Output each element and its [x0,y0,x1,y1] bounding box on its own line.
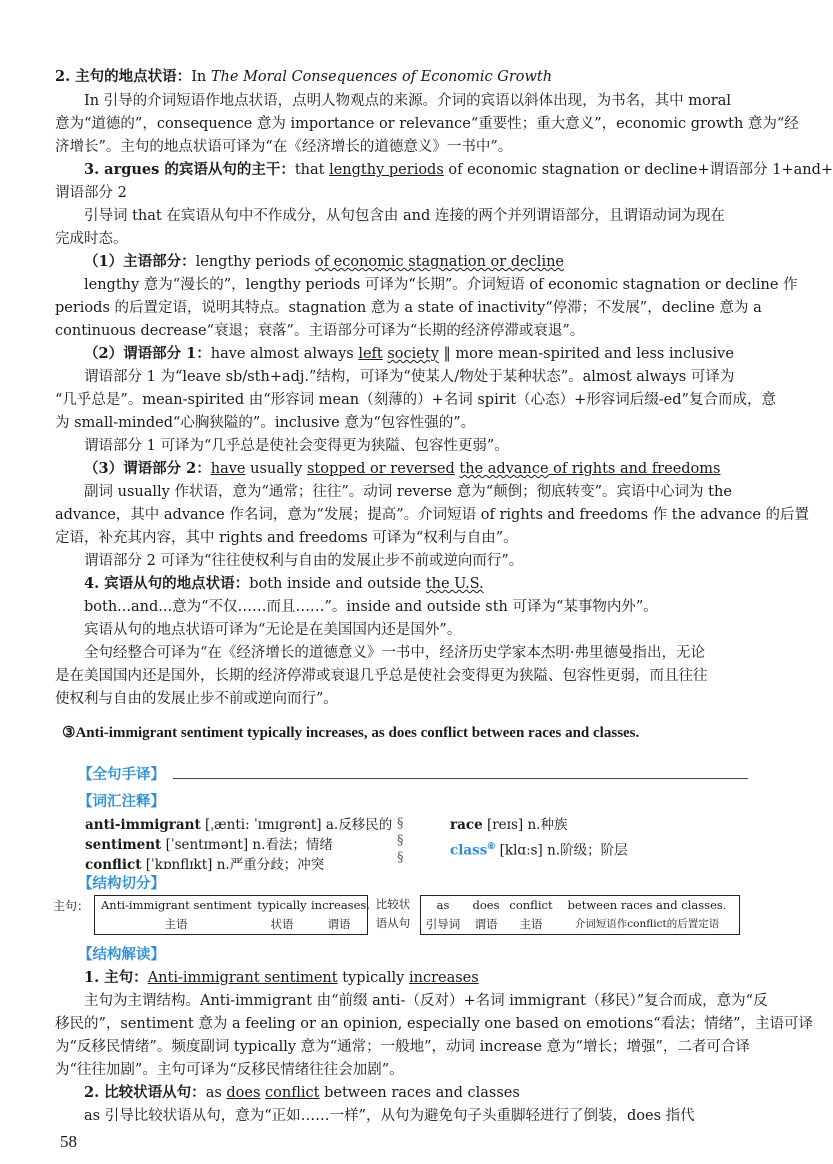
subpoint-2-heading: （2）谓语部分 1：have almost always left society ‖ more mean-spirited and less inclusive [84,345,734,362]
paragraph-line: periods 的后置定语，说明其特点。stagnation 意为 a state of inactivity“停滞；不发展”，decline 意为 a [55,300,762,316]
summary-line: 使权利与自由的发展止步不前或逆向而行”。 [55,691,338,707]
paragraph-line: 意为“道德的”，consequence 意为 importance or relevance“重要性；重大意义”，economic growth 意为“经 [55,116,799,132]
bridge-label: 比较状 语从句 [375,897,411,930]
paragraph-line: both...and...意为“不仅……而且……”。inside and outside sth 可译为“某事物内外”。 [84,599,658,615]
segment-role: 状语 [270,917,294,931]
page-number: 58 [60,1132,77,1151]
paragraph-line: 副词 usually 作状语，意为“通常；往往”。动词 reverse 意为“颠倒；彻底转变”。宾语中心词为 the [84,484,732,500]
subpoint-1-heading: （1）主语部分：lengthy periods of economic stagnation or decline [84,253,564,270]
segment-text: typically [257,898,307,912]
main-clause-label: 主句： [53,899,90,913]
analysis-2-heading: 2. 比较状语从句：as does conflict between races and classes [84,1084,520,1101]
paragraph-line: In 引导的介词短语作地点状语，点明人物观点的来源。介词的宾语以斜体出现，为书名，其中 moral [84,93,731,109]
subpoint-3-heading: （3）谓语部分 2：have usually stopped or reversed the advance of rights and freedoms [84,460,721,477]
vocab-entry: conflict [ˈkɒnflɪkt] n.严重分歧；冲突 [85,857,325,873]
segment-text: increases, [311,898,370,912]
segment-text: as [436,898,450,912]
paragraph-line: 谓语部分 2 可译为“往往使权利与自由的发展止步不前或逆向而行”。 [84,553,524,569]
vocab-label: 【词汇注释】 [78,793,165,810]
translate-label: 【全句手译】 [78,766,165,783]
point-3-heading: 3. argues 的宾语从句的主干：that lengthy periods of economic stagnation or decline+谓语部分 1+and+ [84,161,833,178]
analysis-label: 【结构解读】 [78,946,165,963]
segment-text: between races and classes. [567,898,727,912]
paragraph-line: 谓语部分 1 为“leave sb/sth+adj.”结构，可译为“使某人/物处于某种状态”。almost always 可译为 [84,369,735,385]
paragraph-line: 完成时态。 [55,231,128,247]
paragraph-line: 主句为主谓结构。Anti-immigrant 由“前缀 anti-（反对）+名词 immigrant（移民）”复合而成，意为“反 [84,993,768,1009]
segment-role: 谓语 [327,917,351,931]
analysis-1-heading: 1. 主句：Anti-immigrant sentiment typically increases [84,969,479,986]
vocab-entry: race [reɪs] n.种族 [450,817,568,833]
paragraph-line: 宾语从句的地点状语可译为“无论是在美国国内还是国外”。 [84,622,462,638]
main-clause-box [94,895,368,935]
translation-blank-line[interactable] [173,778,748,779]
paragraph-line: 为 small-minded“心胸狭隘的”。inclusive 意为“包容性强的”。 [55,415,476,431]
vocab-entry: sentiment [ˈsentɪmənt] n.看法；情绪 [85,837,333,853]
paragraph-line: as 引导比较状语从句，意为“正如……一样”，从句为避免句子头重脚轻进行了倒装，does 指代 [84,1108,695,1124]
paragraph-line: 为“反移民情绪”。频度副词 typically 意为“通常；一般地”，动词 increase 意为“增长；增强”，二者可合译 [55,1039,750,1055]
vocab-entry: anti-immigrant [ˌænti: ˈɪmɪɡrənt] a.反移民的 [85,817,393,833]
summary-line: 全句经整合可译为“在《经济增长的道德意义》一书中，经济历史学家本杰明·弗里德曼指出，无论 [84,645,706,661]
paragraph-line: 引导词 that 在宾语从句中不作成分，从句包含由 and 连接的两个并列谓语部分，且谓语动词为现在 [84,208,725,224]
segment-role: 主语 [164,917,188,931]
sentence-3: ③Anti-immigrant sentiment typically increases, as does conflict between races and classes. [62,725,640,741]
segment-text: does [472,898,500,912]
point-2-heading: 2. 主句的地点状语：In The Moral Consequences of Economic Growth [55,68,553,85]
paragraph-line: 为“往往加剧”。主句可译为“反移民情绪往往会加剧”。 [55,1062,404,1078]
decorative-separator: § § § [397,816,404,865]
segment-text: conflict [509,898,553,912]
paragraph-line: advance，其中 advance 作名词，意为“发展；提高”。介词短语 of rights and freedoms 作 the advance 的后置 [55,507,810,523]
paragraph-line: 谓语部分 1 可译为“几乎总是使社会变得更为狭隘、包容性更弱”。 [84,438,509,454]
clause-box [420,895,740,935]
paragraph-line: lengthy 意为“漫长的”，lengthy periods 可译为“长期”。介词短语 of economic stagnation or decline 作 [84,277,798,293]
paragraph-line: 谓语部分 2 [55,185,127,201]
segment-text: Anti-immigrant sentiment [101,898,252,912]
split-label: 【结构切分】 [78,875,165,892]
point-4-heading: 4. 宾语从句的地点状语：both inside and outside the U.S. [84,575,484,592]
segment-role: 谓语 [474,917,498,931]
paragraph-line: 定语，补充其内容，其中 rights and freedoms 可译为“权利与自由”。 [55,530,518,546]
summary-line: 是在美国国内还是国外，长期的经济停滞或衰退几乎总是使社会变得更为狭隘、包容性更弱，而且往往 [55,668,708,684]
segment-role: 主语 [519,917,543,931]
segment-role: 介词短语作conflict的后置定语 [574,918,720,930]
paragraph-line: “几乎总是”。mean-spirited 由“形容词 mean（刻薄的）+名词 spirit（心态）+形容词后缀-ed”复合而成，意 [55,392,776,408]
paragraph-line: 移民的”，sentiment 意为 a feeling or an opinion, especially one based on emotions“看法；情绪”，主语可译 [55,1016,814,1032]
paragraph-line: 济增长”。主句的地点状语可译为“在《经济增长的道德意义》一书中”。 [55,139,513,155]
segment-role: 引导词 [425,917,461,931]
paragraph-line: continuous decrease“衰退；衰落”。主语部分可译为“长期的经济停滞或衰退”。 [55,323,585,339]
vocab-entry: class⑥ [klɑːs] n.阶级；阶层 [450,842,628,859]
